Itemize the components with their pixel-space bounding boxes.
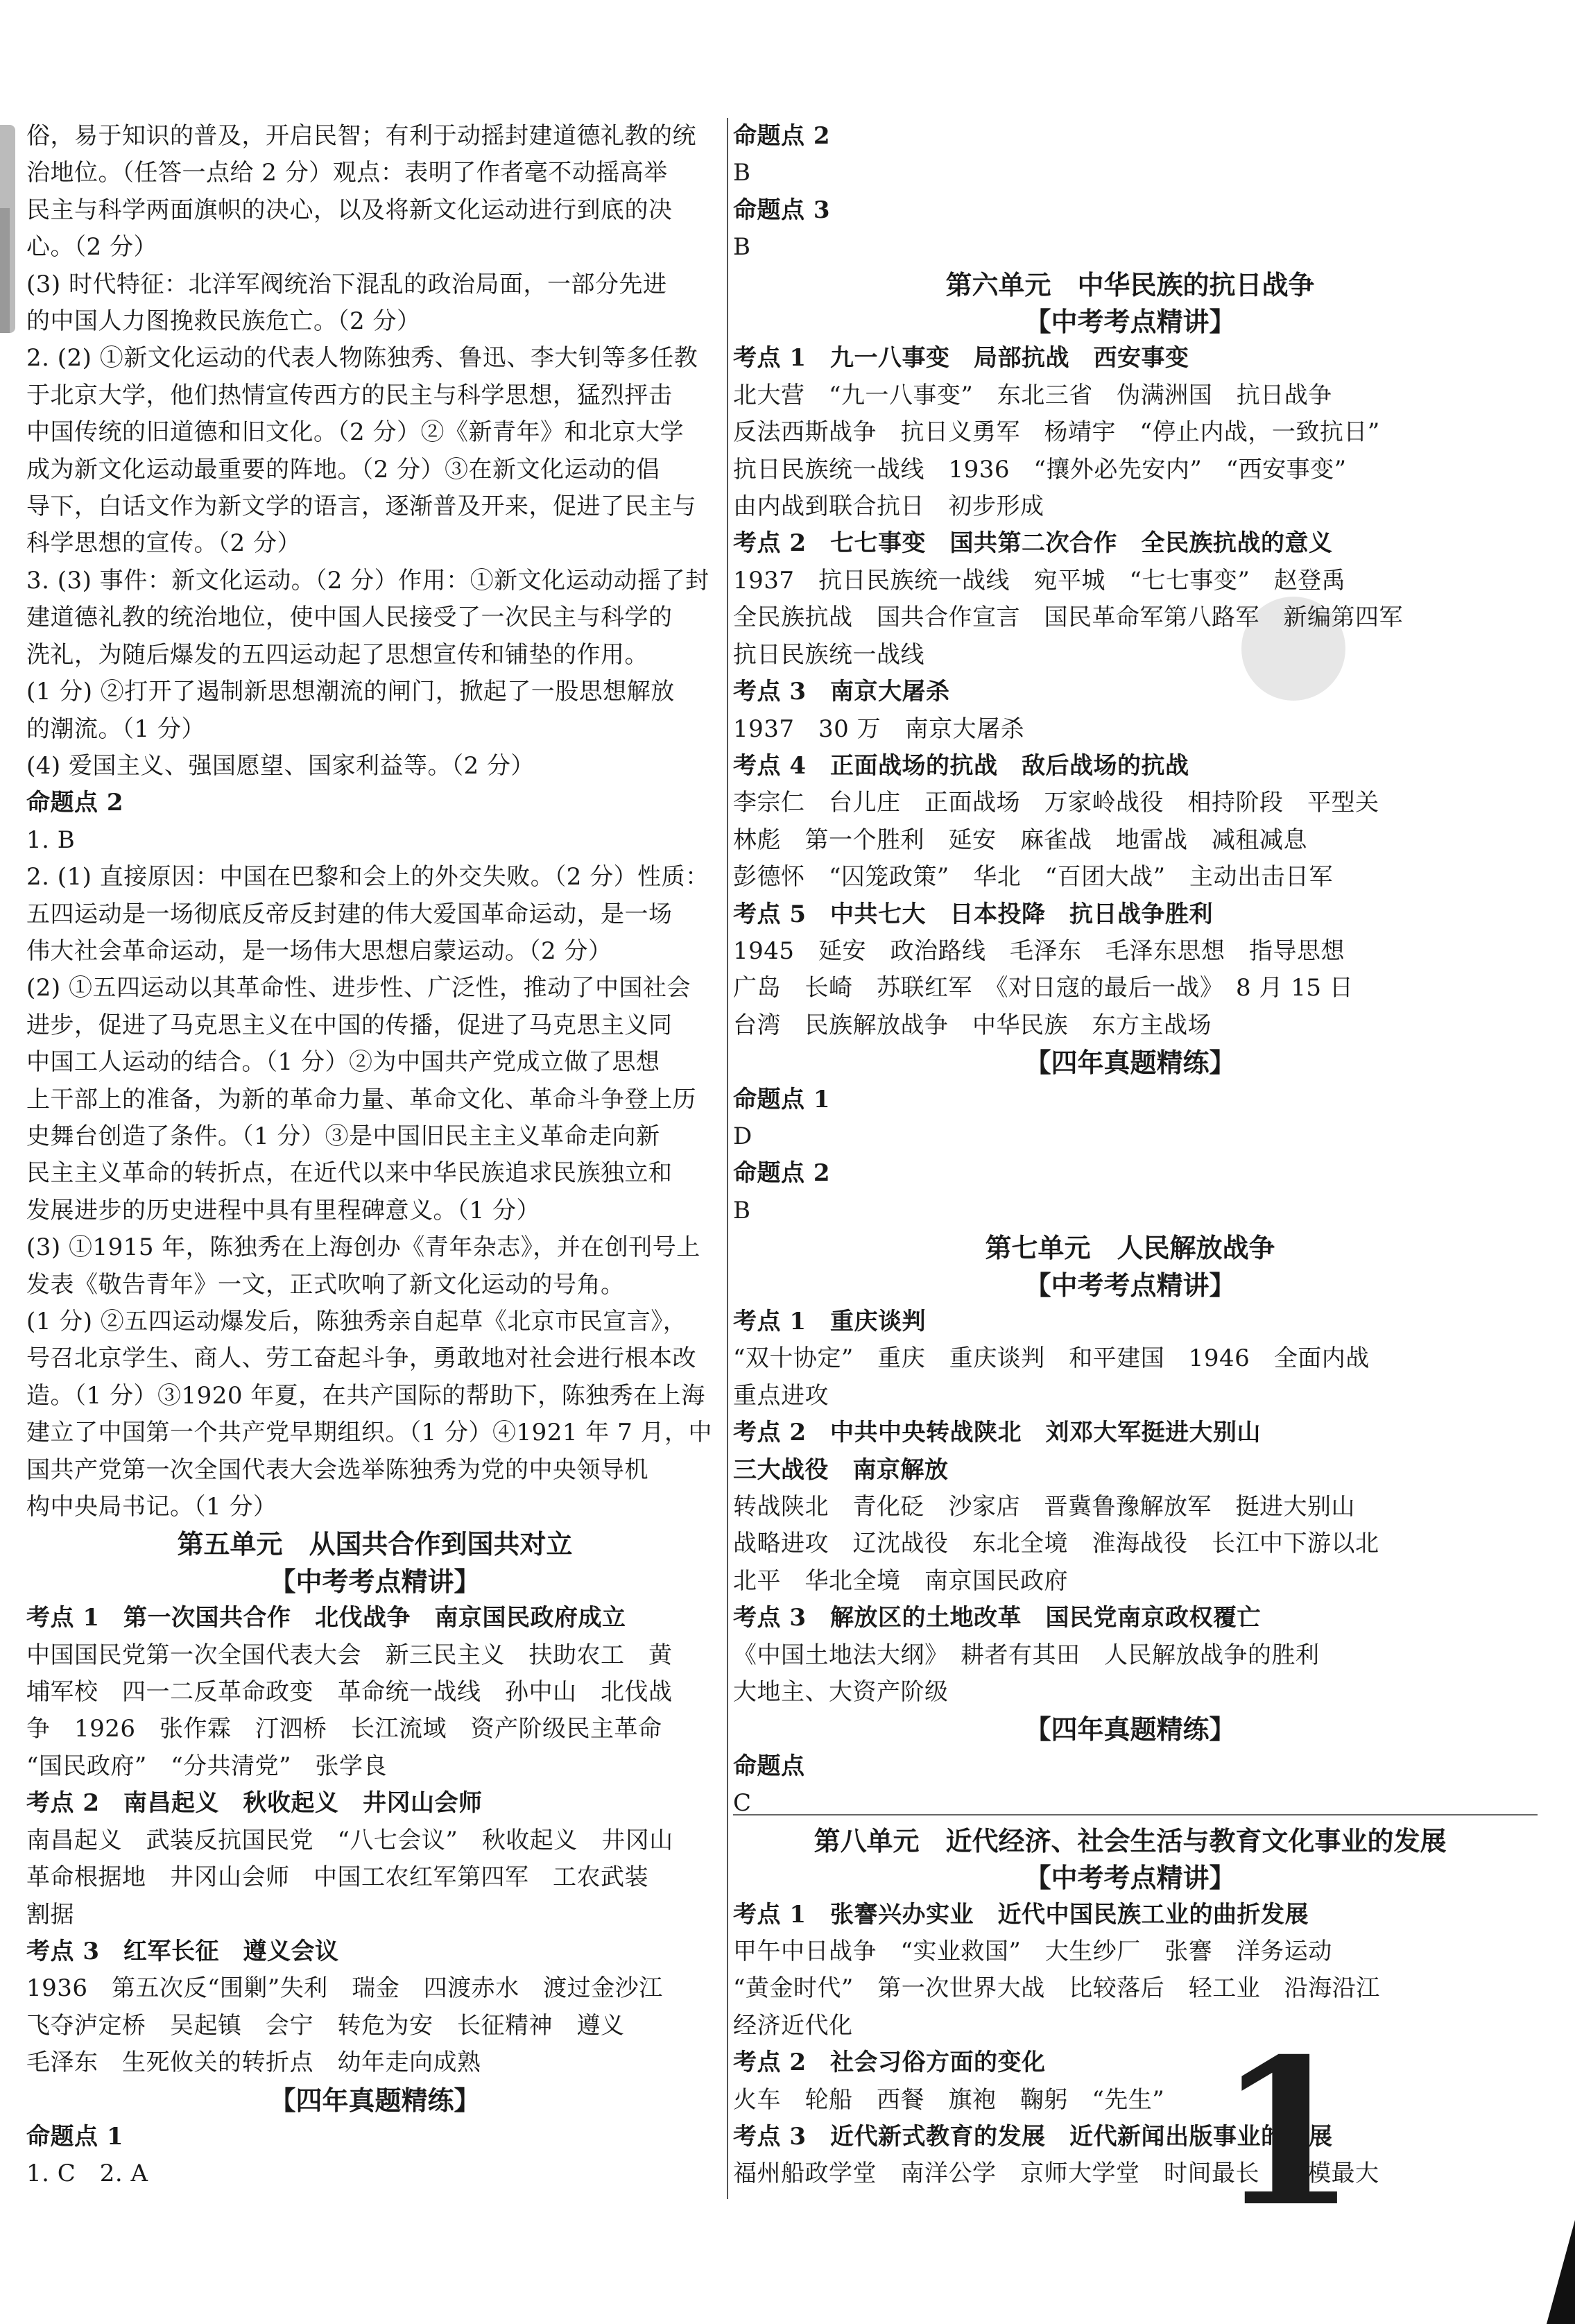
text-line: (3) ①1915 年，陈独秀在上海创办《青年杂志》，并在创刊号上 bbox=[26, 1233, 700, 1262]
text-line: 造。（1 分）③1920 年夏，在共产国际的帮助下，陈独秀在上海 bbox=[26, 1381, 705, 1410]
text-line: 成为新文化运动最重要的阵地。（2 分）③在新文化运动的倡 bbox=[26, 455, 660, 484]
text-line: 广岛 长崎 苏联红军 《对日寇的最后一战》 8 月 15 日 bbox=[733, 974, 1354, 1002]
topic-heading: 考点 1 九一八事变 局部抗战 西安事变 bbox=[733, 344, 1189, 373]
text-line: 发展进步的历史进程中具有里程碑意义。（1 分） bbox=[26, 1196, 540, 1224]
question-point-label: 命题点 1 bbox=[733, 1085, 830, 1113]
text-line: 建立了中国第一个共产党早期组织。（1 分）④1921 年 7 月，中 bbox=[26, 1419, 713, 1447]
section-heading: 【四年真题精练】 bbox=[269, 2084, 481, 2116]
text-line: 革命根据地 井冈山会师 中国工农红军第四军 工农武装 bbox=[26, 1863, 648, 1892]
text-line: 经济近代化 bbox=[733, 2011, 853, 2040]
text-line: 由内战到联合抗日 初步形成 bbox=[733, 493, 1044, 521]
text-line: 1937 抗日民族统一战线 宛平城 “七七事变” 赵登禹 bbox=[733, 566, 1346, 595]
side-tab-marker-inner bbox=[0, 208, 10, 333]
text-line: “双十协定” 重庆 重庆谈判 和平建国 1946 全面内战 bbox=[733, 1344, 1370, 1373]
text-line: 构中央局书记。（1 分） bbox=[26, 1493, 277, 1521]
topic-heading: 考点 3 红军长征 遵义会议 bbox=[26, 1937, 339, 1965]
text-line: 国共产党第一次全国代表大会选举陈独秀为党的中央领导机 bbox=[26, 1455, 648, 1484]
text-line: 史舞台创造了条件。（1 分）③是中国旧民主主义革命走向新 bbox=[26, 1122, 660, 1150]
text-line: 抗日民族统一战线 1936 “攘外必先安内” “西安事变” bbox=[733, 455, 1347, 484]
section-heading: 【中考考点精讲】 bbox=[1024, 1269, 1236, 1301]
text-line: 发表《敬告青年》一文，正式吹响了新文化运动的号角。 bbox=[26, 1270, 625, 1299]
answer-line: D bbox=[733, 1122, 752, 1150]
text-line: 北大营 “九一八事变” 东北三省 伪满洲国 抗日战争 bbox=[733, 381, 1332, 409]
text-line: 埔军校 四一二反革命政变 革命统一战线 孙中山 北伐战 bbox=[26, 1678, 673, 1707]
answer-line: B bbox=[733, 159, 751, 187]
answer-line: B bbox=[733, 233, 751, 262]
text-line: 重点进攻 bbox=[733, 1381, 829, 1410]
text-line: 建道德礼教的统治地位，使中国人民接受了一次民主与科学的 bbox=[26, 604, 673, 632]
text-line: 中国国民党第一次全国代表大会 新三民主义 扶助农工 黄 bbox=[26, 1641, 673, 1669]
text-line: 甲午中日战争 “实业救国” 大生纱厂 张謇 洋务运动 bbox=[733, 1937, 1332, 1965]
answer-line: B bbox=[733, 1196, 751, 1224]
topic-heading: 考点 1 张謇兴办实业 近代中国民族工业的曲折发展 bbox=[733, 1900, 1309, 1929]
text-line: 转战陕北 青化砭 沙家店 晋冀鲁豫解放军 挺进大别山 bbox=[733, 1493, 1355, 1521]
topic-heading: 考点 1 重庆谈判 bbox=[733, 1308, 926, 1335]
text-line: 2. (2) ①新文化运动的代表人物陈独秀、鲁迅、李大钊等多任教 bbox=[26, 344, 698, 373]
text-line: 飞夺泸定桥 吴起镇 会宁 转危为安 长征精神 遵义 bbox=[26, 2011, 625, 2040]
right-column bbox=[733, 118, 1527, 2193]
section-heading: 【中考考点精讲】 bbox=[269, 1565, 481, 1597]
text-line: 李宗仁 台儿庄 正面战场 万家岭战役 相持阶段 平型关 bbox=[733, 789, 1379, 817]
topic-heading: 考点 2 七七事变 国共第二次合作 全民族抗战的意义 bbox=[733, 529, 1333, 558]
text-line: 彭德怀 “囚笼政策” 华北 “百团大战” 主动出击日军 bbox=[733, 863, 1334, 891]
answer-line: C bbox=[733, 1789, 752, 1818]
text-line: 号召北京学生、商人、劳工奋起斗争，勇敢地对社会进行根本改 bbox=[26, 1344, 696, 1373]
text-line: 林彪 第一个胜利 延安 麻雀战 地雷战 减租减息 bbox=[733, 826, 1307, 854]
text-line: 争 1926 张作霖 汀泗桥 长江流域 资产阶级民主革命 bbox=[26, 1715, 662, 1743]
text-line: 反法西斯战争 抗日义勇军 杨靖宇 “停止内战，一致抗日” bbox=[733, 418, 1380, 447]
text-line: 导下，白话文作为新文学的语言，逐渐普及开来，促进了民主与 bbox=[26, 493, 696, 521]
text-line: 俗，易于知识的普及，开启民智；有利于动摇封建道德礼教的统 bbox=[26, 122, 696, 150]
answer-line: 1. B bbox=[26, 826, 76, 854]
question-point-label: 命题点 1 bbox=[26, 2122, 123, 2151]
question-point-label: 命题点 2 bbox=[733, 122, 830, 150]
text-line: 中国传统的旧道德和旧文化。（2 分）②《新青年》和北京大学 bbox=[26, 418, 684, 447]
text-line: 战略进攻 辽沈战役 东北全境 淮海战役 长江中下游以北 bbox=[733, 1530, 1379, 1558]
text-line: 的中国人力图挽救民族危亡。（2 分） bbox=[26, 307, 421, 336]
topic-heading: 考点 2 社会习俗方面的变化 bbox=[733, 2049, 1046, 2077]
text-line: 全民族抗战 国共合作宣言 国民革命军第八路军 新编第四军 bbox=[733, 604, 1403, 632]
topic-heading: 考点 3 解放区的土地改革 国民党南京政权覆亡 bbox=[733, 1604, 1261, 1632]
question-point-label: 命题点 2 bbox=[26, 789, 123, 817]
text-line: (3) 时代特征：北洋军阀统治下混乱的政治局面，一部分先进 bbox=[26, 270, 667, 298]
text-line: 中国工人运动的结合。（1 分）②为中国共产党成立做了思想 bbox=[26, 1048, 660, 1077]
text-line: 1936 第五次反“围剿”失利 瑞金 四渡赤水 渡过金沙江 bbox=[26, 1974, 663, 2003]
text-line: 割据 bbox=[26, 1900, 74, 1929]
topic-heading: 考点 2 南昌起义 秋收起义 井冈山会师 bbox=[26, 1789, 483, 1818]
text-line: (1 分) ②五四运动爆发后，陈独秀亲自起草《北京市民宣言》， bbox=[26, 1308, 687, 1335]
left-column bbox=[26, 118, 723, 2193]
section-heading: 【中考考点精讲】 bbox=[1024, 306, 1236, 338]
topic-heading: 考点 3 近代新式教育的发展 近代新闻出版事业的发展 bbox=[733, 2122, 1333, 2151]
question-point-label: 命题点 3 bbox=[733, 196, 830, 224]
unit-heading: 第六单元 中华民族的抗日战争 bbox=[945, 268, 1315, 300]
corner-decoration bbox=[1547, 2220, 1575, 2324]
text-line: 治地位。（任答一点给 2 分）观点：表明了作者毫不动摇高举 bbox=[26, 159, 668, 187]
text-line: 心。（2 分） bbox=[26, 233, 157, 262]
text-line: 五四运动是一场彻底反帝反封建的伟大爱国革命运动，是一场 bbox=[26, 900, 673, 928]
topic-heading: 考点 4 正面战场的抗战 敌后战场的抗战 bbox=[733, 751, 1189, 780]
question-point-label: 命题点 bbox=[733, 1752, 805, 1780]
text-line: 3. (3) 事件：新文化运动。（2 分）作用：①新文化运动动摇了封 bbox=[26, 566, 709, 595]
page-number: 1 bbox=[1217, 2015, 1357, 2251]
text-line: 民主与科学两面旗帜的决心，以及将新文化运动进行到底的决 bbox=[26, 196, 673, 224]
section-heading: 【四年真题精练】 bbox=[1024, 1047, 1236, 1079]
section-heading: 【四年真题精练】 bbox=[1024, 1714, 1236, 1745]
text-line: 北平 华北全境 南京国民政府 bbox=[733, 1566, 1068, 1595]
text-line: 1937 30 万 南京大屠杀 bbox=[733, 715, 1025, 743]
text-line: 于北京大学，他们热情宣传西方的民主与科学思想，猛烈抨击 bbox=[26, 381, 673, 409]
unit-heading: 第八单元 近代经济、社会生活与教育文化事业的发展 bbox=[814, 1825, 1447, 1856]
text-line: (1 分) ②打开了遏制新思想潮流的闸门，掀起了一股思想解放 bbox=[26, 678, 675, 706]
text-line: 毛泽东 生死攸关的转折点 幼年走向成熟 bbox=[26, 2049, 481, 2077]
text-line: 福州船政学堂 南洋公学 京师大学堂 时间最长 规模最大 bbox=[733, 2160, 1379, 2188]
text-line: (2) ①五四运动以其革命性、进步性、广泛性，推动了中国社会 bbox=[26, 974, 691, 1002]
text-line: 2. (1) 直接原因：中国在巴黎和会上的外交失败。（2 分）性质： bbox=[26, 863, 709, 891]
topic-heading: 考点 5 中共七大 日本投降 抗日战争胜利 bbox=[733, 900, 1213, 928]
topic-heading: 三大战役 南京解放 bbox=[733, 1455, 949, 1484]
text-line: 大地主、大资产阶级 bbox=[733, 1678, 949, 1707]
topic-heading: 考点 2 中共中央转战陕北 刘邓大军挺进大别山 bbox=[733, 1419, 1261, 1447]
topic-heading: 考点 1 第一次国共合作 北伐战争 南京国民政府成立 bbox=[26, 1604, 626, 1632]
column-divider bbox=[727, 118, 728, 2199]
unit-heading: 第七单元 人民解放战争 bbox=[985, 1232, 1275, 1264]
topic-heading: 考点 3 南京大屠杀 bbox=[733, 678, 950, 706]
question-point-label: 命题点 2 bbox=[733, 1159, 830, 1188]
text-line: 的潮流。（1 分） bbox=[26, 715, 205, 743]
text-line: 台湾 民族解放战争 中华民族 东方主战场 bbox=[733, 1011, 1212, 1039]
text-line: 民主主义革命的转折点，在近代以来中华民族追求民族独立和 bbox=[26, 1159, 673, 1188]
section-heading: 【中考考点精讲】 bbox=[1024, 1862, 1236, 1894]
text-line: 《中国土地法大纲》 耕者有其田 人民解放战争的胜利 bbox=[733, 1641, 1320, 1669]
text-line: 1945 延安 政治路线 毛泽东 毛泽东思想 指导思想 bbox=[733, 937, 1345, 965]
text-line: 抗日民族统一战线 bbox=[733, 640, 924, 669]
unit-heading: 第五单元 从国共合作到国共对立 bbox=[177, 1528, 573, 1560]
text-line: (4) 爱国主义、强国愿望、国家利益等。（2 分） bbox=[26, 751, 535, 780]
text-line: 洗礼，为随后爆发的五四运动起了思想宣传和铺垫的作用。 bbox=[26, 640, 648, 669]
text-line: 伟大社会革命运动，是一场伟大思想启蒙运动。（2 分） bbox=[26, 937, 612, 965]
answer-line: 1. C 2. A bbox=[26, 2160, 148, 2188]
text-line: 火车 轮船 西餐 旗袍 鞠躬 “先生” bbox=[733, 2085, 1165, 2114]
text-line: 上干部上的准备，为新的革命力量、革命文化、革命斗争登上历 bbox=[26, 1085, 696, 1113]
text-line: 进步，促进了马克思主义在中国的传播，促进了马克思主义同 bbox=[26, 1011, 673, 1039]
text-line: 科学思想的宣传。（2 分） bbox=[26, 529, 301, 558]
text-line: 南昌起义 武装反抗国民党 “八七会议” 秋收起义 井冈山 bbox=[26, 1826, 673, 1854]
text-line: “黄金时代” 第一次世界大战 比较落后 轻工业 沿海沿江 bbox=[733, 1974, 1380, 2003]
text-line: “国民政府” “分共清党” 张学良 bbox=[26, 1752, 388, 1780]
